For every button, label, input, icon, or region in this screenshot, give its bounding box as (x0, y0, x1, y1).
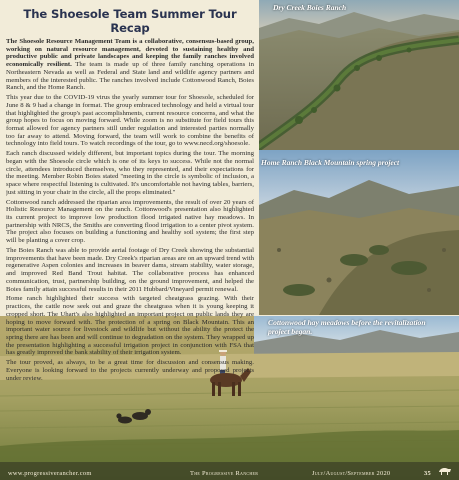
lead-paragraph (6, 38, 254, 92)
home-ranch-photo (259, 150, 459, 315)
footer-issue: July/August/September 2020 (312, 470, 391, 477)
paragraph-conclusion: The tour proved, as always, to be a great time for discussion and consensus making. Everyone is looking forward to the projects currently underway and proposed projects under review. (6, 359, 254, 382)
footer-page-number: 35 (424, 470, 431, 477)
buffalo-icon (438, 467, 452, 477)
dry-creek-photo (259, 0, 459, 150)
paragraph-boies: The Boies Ranch was able to provide aerial footage of Dry Creek showing the substantial improvements that have been made. Dry Creek's riparian areas are on an upward trend with regenerative Aspen colonies and increases in beaver dams, stream stability, water storage, and improved Red Band Trout habitat. The collaborative process has enhanced communication, trust, partnership building, on the ground improvement, and helped the Boies family attain successful results in their 2011 Hubbard/Vineyard permit renewal. (6, 247, 254, 293)
caption-home-ranch: Home Ranch Black Mountain spring project (261, 158, 400, 167)
paragraph-home-ranch: Home ranch highlighted their success with targeted cheatgrass grazing. With their practices, the cattle now seek out and graze the cheatgrass when it is young keeping it cropped short. The Uhart's also highlighted an important project on public lands they are hoping to move forward with. The protection of a spring on Black Mountain. This an important water source for livestock and wildlife but without the ability the protect the spring there are has been and will continue to degradation on the system. They wrapped up the presentation highlighting a successful irrigation project in conjunction with FSA that has greatly improved the bank stability of their irrigation system. (6, 295, 254, 357)
footer-website[interactable]: www.progressiverancher.com (8, 470, 92, 477)
paragraph-cottonwood: Cottonwood ranch addressed the riparian area improvements, the result of over 20 years of Holistic Resource Management on the ranch. Cottonwood's presentation also highlighted its current project to improve low production flood irrigated native hay meadows. In partnership with NRCS, the Smiths are converting flood irrigation to a center pivot system. The project also focuses on building a functioning and healthy soil system; the first step will be planting a cover crop. (6, 198, 254, 245)
article-title: The Shoesole Team Summer Tour Recap (23, 7, 237, 35)
caption-dry-creek: Dry Creek Boies Ranch (273, 3, 347, 12)
lead-text: The team is made up of three family ranching operations in Northeastern Nevada as well as Federal and State land and wildlife agency partners and members of the interested public. The ranches involved include Cottonwood Ranch, Boies Ranch, and the Home Ranch. (6, 61, 254, 92)
caption-cottonwood: Cottonwood hay meadows before the revitalization project began. (268, 318, 426, 336)
footer-publication: The Progressive Rancher (190, 470, 259, 477)
lead-bold-text: The Shoesole Resource Management Team is a collaborative, consensus-based group, working on natural resource management, devoted to sustaining healthy and productive public and private landscapes and keeping the family ranches involved economically resilient. (6, 38, 254, 69)
paragraph-circle: Each ranch discussed widely different, but important topics during the tour. The morning began with the Shoesole circle which is one of its keys to success. While not the normal circle, attendees introduced themselves, who they represented, and their expectations for the meeting. Member Robin Boies stated "meeting in the circle is symbolic of inclusion, a space where respectful listening is cultivated. It's uncomfortable not having tables, barriers, just sitting in your chair in the circle, all the props eliminated." (6, 150, 254, 196)
page-footer (0, 466, 459, 480)
paragraph-covid: This year due to the COVID-19 virus the yearly summer tour for Shoesole, scheduled for June 8 & 9 had a change in format. The group embraced technology and held a virtual tour that highlighted the group's past accomplishments, current resource concerns, and what the group hopes to focus on moving forward. While zoom is no substitute for field tours this format allowed for agency partners still under regulation and interested parties normally too far away to attend. Moving forward, the team will work to combine the benefits of technology into field tours. To watch recordings of the tour, go to www.necd.org/shoesole. (6, 94, 254, 148)
article-column (6, 7, 254, 435)
